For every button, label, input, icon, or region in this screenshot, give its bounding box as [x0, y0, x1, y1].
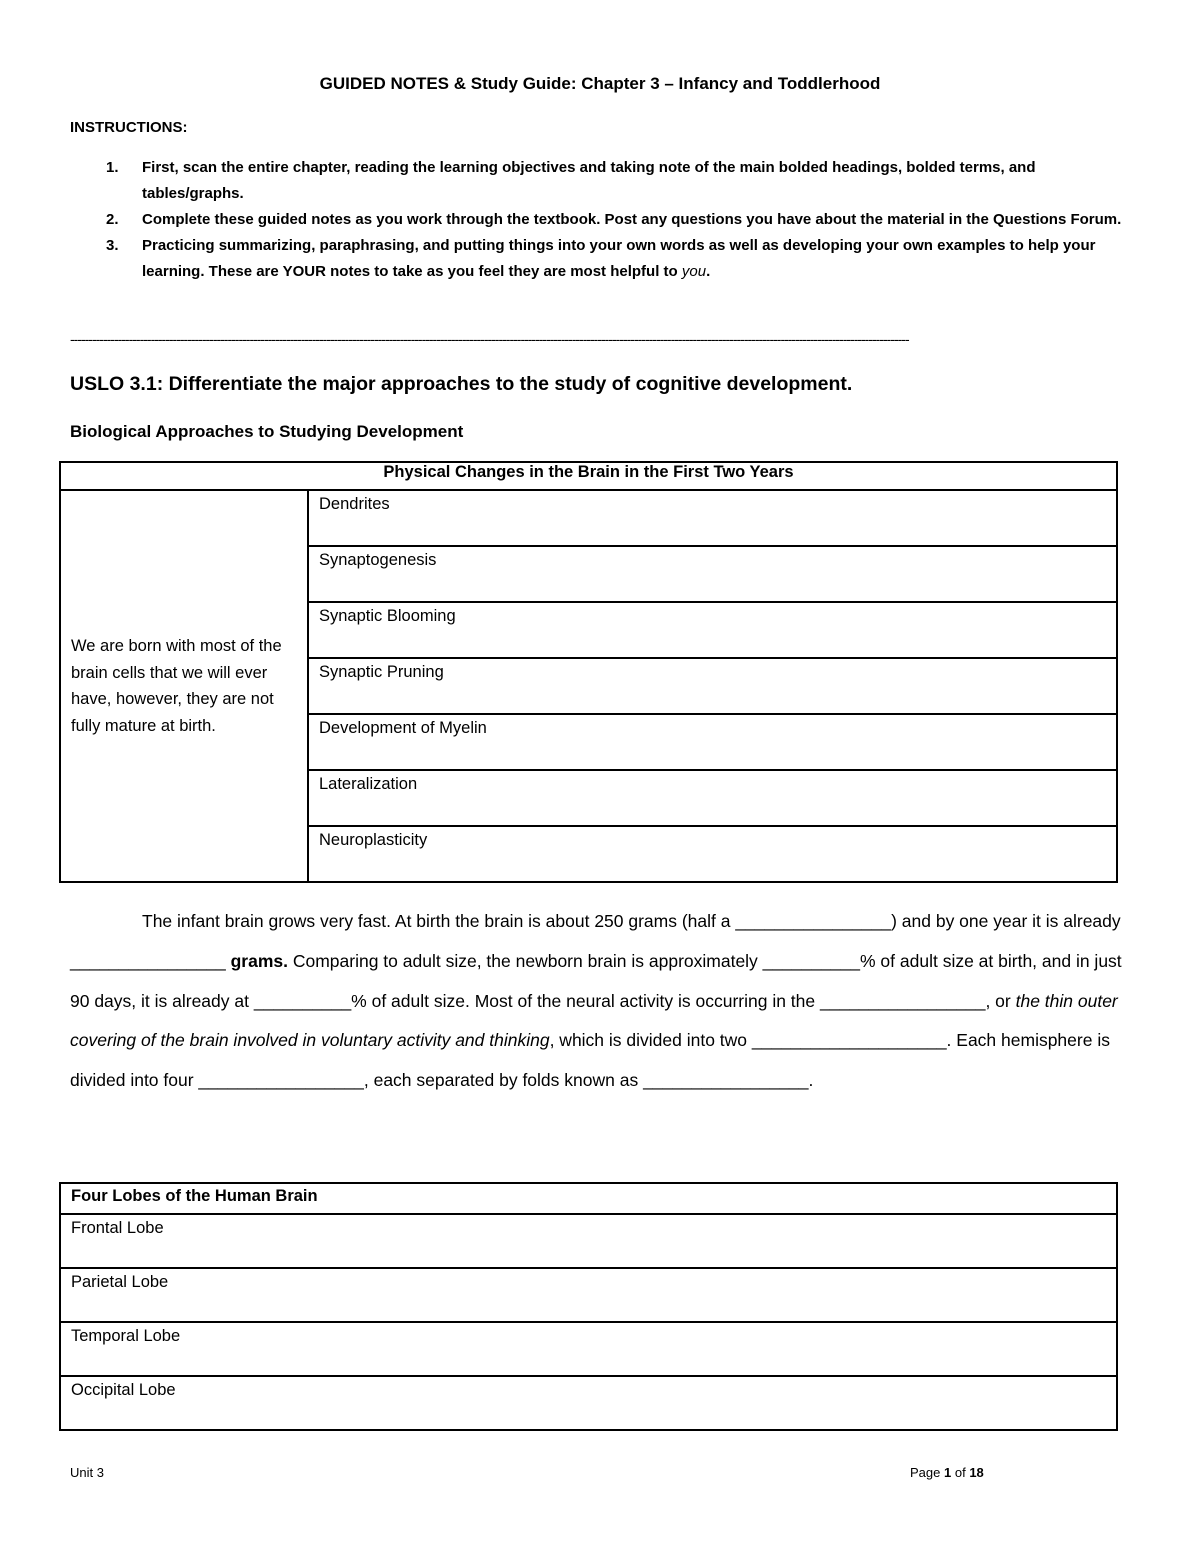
paragraph-text-2: Comparing to adult size, the newborn brain is approximately __________% of adult size at birth, and in just 90 days, it is already at __________% of adult size. Most of the neural activity is occurring in the _________________, or	[70, 950, 1122, 1011]
brain-table-note: We are born with most of the brain cells that we will ever have, however, they are not fully mature at birth.	[60, 490, 308, 882]
instruction-text: Practicing summarizing, paraphrasing, and putting things into your own words as well as developing your own examples to help your learning. These are YOUR notes to take as you feel they are most helpful to	[142, 237, 1096, 280]
footer-page-total: 18	[969, 1465, 984, 1480]
term-cell-neuroplasticity[interactable]: Neuroplasticity	[308, 826, 1117, 882]
footer-page-word: Page	[910, 1465, 941, 1480]
instructions-list	[70, 155, 1130, 285]
lobe-row-occipital[interactable]: Occipital Lobe	[60, 1376, 1117, 1430]
brain-changes-table	[59, 461, 1118, 883]
instruction-emphasis: you	[681, 263, 707, 280]
instruction-number: 1.	[106, 159, 119, 176]
document-title: GUIDED NOTES & Study Guide: Chapter 3 – Infancy and Toddlerhood	[319, 74, 881, 93]
instruction-item	[70, 207, 1130, 233]
footer-unit: Unit 3	[70, 1465, 104, 1480]
instruction-text: Complete these guided notes as you work through the textbook. Post any questions you have about the material in the Questions Forum.	[142, 211, 1122, 228]
lobes-table-header: Four Lobes of the Human Brain	[60, 1183, 1117, 1214]
instruction-number: 2.	[106, 211, 119, 228]
footer-page-num: 1	[944, 1465, 952, 1480]
lobe-row-parietal[interactable]: Parietal Lobe	[60, 1268, 1117, 1322]
term-cell-dendrites[interactable]: Dendrites	[308, 490, 1117, 546]
instruction-text: First, scan the entire chapter, reading the learning objectives and taking note of the main bolded headings, bolded terms, and tables/graphs.	[142, 159, 1036, 202]
footer-page-number	[910, 1465, 984, 1480]
section-heading: Biological Approaches to Studying Development	[70, 422, 464, 441]
fill-in-paragraph	[70, 902, 1130, 1101]
section-divider: -------------------------------------------------------------------------------------------------------------------------------------------------------------------------------------------------------------------------------------	[70, 331, 909, 347]
brain-table-header: Physical Changes in the Brain in the First Two Years	[60, 462, 1117, 490]
paragraph-italic: the thin outer covering of the brain involved in voluntary activity and thinking	[70, 990, 1118, 1051]
lobes-table	[59, 1182, 1118, 1431]
lobe-row-temporal[interactable]: Temporal Lobe	[60, 1322, 1117, 1376]
instruction-number: 3.	[106, 237, 119, 254]
term-cell-synaptogenesis[interactable]: Synaptogenesis	[308, 546, 1117, 602]
paragraph-text-3: , which is divided into two ____________________. Each hemisphere is divided into four _________________, each separated by folds known as _________________.	[70, 1030, 1110, 1091]
term-cell-myelin[interactable]: Development of Myelin	[308, 714, 1117, 770]
instructions-label: INSTRUCTIONS:	[70, 119, 188, 136]
instruction-item	[70, 155, 1130, 207]
term-cell-synaptic-blooming[interactable]: Synaptic Blooming	[308, 602, 1117, 658]
uslo-heading: USLO 3.1: Differentiate the major approaches to the study of cognitive development.	[70, 373, 853, 395]
term-cell-synaptic-pruning[interactable]: Synaptic Pruning	[308, 658, 1117, 714]
paragraph-bold: grams.	[230, 950, 288, 971]
instruction-suffix: .	[706, 263, 711, 280]
lobe-row-frontal[interactable]: Frontal Lobe	[60, 1214, 1117, 1268]
footer-of-word: of	[954, 1465, 966, 1480]
instruction-item	[70, 233, 1130, 285]
paragraph-text-1: The infant brain grows very fast. At birth the brain is about 250 grams (half a ________________) and by one year it is already ________________	[70, 911, 1121, 971]
term-cell-lateralization[interactable]: Lateralization	[308, 770, 1117, 826]
